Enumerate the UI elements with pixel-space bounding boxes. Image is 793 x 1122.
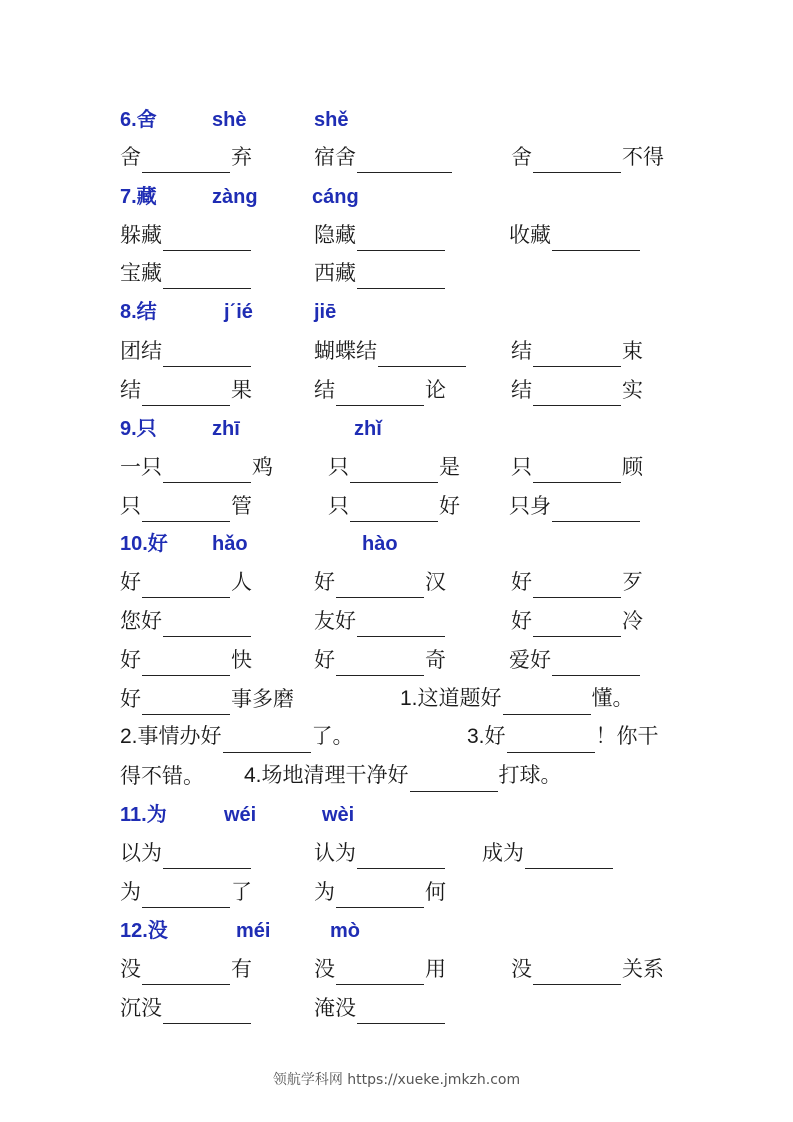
word: 结 bbox=[120, 378, 141, 402]
word: 好 bbox=[120, 570, 141, 594]
word: 以为 bbox=[120, 841, 162, 865]
word: 只 bbox=[511, 455, 532, 479]
word: 团结 bbox=[120, 339, 162, 363]
answer-blank[interactable] bbox=[142, 381, 230, 406]
answer-blank[interactable] bbox=[142, 690, 230, 715]
word: 结 bbox=[511, 339, 532, 363]
word: 弃 bbox=[231, 145, 252, 169]
word: 好 bbox=[511, 570, 532, 594]
section-10-pinyin-1: hǎo bbox=[212, 533, 248, 555]
word: 没 bbox=[314, 957, 335, 981]
word: 实 bbox=[622, 378, 643, 402]
word: 为 bbox=[120, 880, 141, 904]
sentence-text: 懂。 bbox=[591, 687, 634, 710]
answer-blank[interactable] bbox=[410, 767, 498, 792]
answer-blank[interactable] bbox=[163, 264, 251, 289]
word: 沉没 bbox=[120, 996, 162, 1020]
section-11-pinyin-1: wéi bbox=[224, 804, 257, 826]
sentence-text: 2.事情办好 bbox=[120, 725, 222, 748]
word: 果 bbox=[231, 378, 252, 402]
sentence-text: 得不错。 bbox=[120, 764, 204, 788]
word: 宝藏 bbox=[120, 261, 162, 285]
word: 事多磨 bbox=[231, 687, 294, 711]
word: 宿舍 bbox=[314, 145, 356, 169]
word: 不得 bbox=[622, 145, 664, 169]
answer-blank[interactable] bbox=[336, 651, 424, 676]
answer-blank[interactable] bbox=[533, 960, 621, 985]
section-8-pinyin-2: jiē bbox=[314, 301, 337, 323]
answer-blank[interactable] bbox=[142, 573, 230, 598]
word: 何 bbox=[425, 880, 446, 904]
word: 为 bbox=[314, 880, 335, 904]
answer-blank[interactable] bbox=[525, 844, 613, 869]
word: 好 bbox=[120, 687, 141, 711]
word: 认为 bbox=[314, 841, 356, 865]
word: 只 bbox=[120, 494, 141, 518]
word: 人 bbox=[231, 570, 252, 594]
word: 爱好 bbox=[509, 648, 551, 672]
answer-blank[interactable] bbox=[350, 458, 438, 483]
word: 舍 bbox=[120, 145, 141, 169]
word: 了 bbox=[231, 880, 252, 904]
section-10-label: 10.好 bbox=[120, 533, 168, 555]
word: 舍 bbox=[511, 145, 532, 169]
word: 用 bbox=[425, 957, 446, 981]
answer-blank[interactable] bbox=[163, 458, 251, 483]
word: 躲藏 bbox=[120, 223, 162, 247]
word: 没 bbox=[120, 957, 141, 981]
section-8-label: 8.结 bbox=[120, 301, 157, 323]
word: 只 bbox=[328, 494, 349, 518]
answer-blank[interactable] bbox=[552, 226, 640, 251]
section-7-label: 7.藏 bbox=[120, 186, 157, 208]
word: 歹 bbox=[622, 570, 643, 594]
section-12-label: 12.没 bbox=[120, 920, 168, 942]
word: 关系 bbox=[622, 957, 664, 981]
answer-blank[interactable] bbox=[533, 381, 621, 406]
word: 好 bbox=[120, 648, 141, 672]
section-9-label: 9.只 bbox=[120, 418, 157, 440]
word: 是 bbox=[439, 455, 460, 479]
word: 成为 bbox=[482, 841, 524, 865]
word: 奇 bbox=[425, 648, 446, 672]
sentence-text: 打球。 bbox=[498, 764, 562, 787]
word: 顾 bbox=[622, 455, 643, 479]
word: 友好 bbox=[314, 609, 356, 633]
answer-blank[interactable] bbox=[163, 226, 251, 251]
section-11-pinyin-2: wèi bbox=[322, 804, 355, 826]
word: 您好 bbox=[120, 609, 162, 633]
section-12-pinyin-1: méi bbox=[236, 920, 271, 942]
answer-blank[interactable] bbox=[223, 728, 311, 753]
section-7-pinyin-2: cáng bbox=[312, 186, 359, 208]
answer-blank[interactable] bbox=[336, 883, 424, 908]
answer-blank[interactable] bbox=[357, 148, 452, 173]
word: 隐藏 bbox=[314, 223, 356, 247]
answer-blank[interactable] bbox=[357, 226, 445, 251]
word: 论 bbox=[425, 378, 446, 402]
word: 快 bbox=[231, 648, 252, 672]
section-9-pinyin-2: zhǐ bbox=[354, 418, 382, 440]
sentence-text: 1.这道题好 bbox=[400, 687, 502, 710]
answer-blank[interactable] bbox=[533, 342, 621, 367]
word: 结 bbox=[314, 378, 335, 402]
answer-blank[interactable] bbox=[336, 381, 424, 406]
answer-blank[interactable] bbox=[163, 612, 251, 637]
word: 管 bbox=[231, 494, 252, 518]
section-9-pinyin-1: zhī bbox=[212, 418, 240, 440]
sentence-text: ！你干 bbox=[595, 725, 659, 748]
answer-blank[interactable] bbox=[142, 651, 230, 676]
section-11-label: 11.为 bbox=[120, 804, 167, 826]
answer-blank[interactable] bbox=[357, 844, 445, 869]
answer-blank[interactable] bbox=[533, 148, 621, 173]
word: 鸡 bbox=[252, 455, 273, 479]
page-footer-watermark: 领航学科网 https://xueke.jmkzh.com bbox=[272, 1072, 521, 1088]
word: 一只 bbox=[120, 455, 162, 479]
answer-blank[interactable] bbox=[142, 148, 230, 173]
answer-blank[interactable] bbox=[163, 999, 251, 1024]
sentence-text: 3.好 bbox=[467, 725, 506, 748]
word: 好 bbox=[511, 609, 532, 633]
word: 好 bbox=[314, 648, 335, 672]
word: 蝴蝶结 bbox=[314, 339, 377, 363]
section-10-pinyin-2: hào bbox=[362, 533, 398, 555]
word: 没 bbox=[511, 957, 532, 981]
answer-blank[interactable] bbox=[142, 883, 230, 908]
section-6-pinyin-1: shè bbox=[212, 109, 247, 131]
section-6-label: 6.舍 bbox=[120, 109, 157, 131]
sentence-text: 4.场地清理干净好 bbox=[244, 764, 409, 787]
word: 只身 bbox=[509, 494, 551, 518]
answer-blank[interactable] bbox=[163, 342, 251, 367]
answer-blank[interactable] bbox=[503, 690, 591, 715]
answer-blank[interactable] bbox=[552, 497, 640, 522]
answer-blank[interactable] bbox=[552, 651, 640, 676]
answer-blank[interactable] bbox=[163, 844, 251, 869]
section-8-pinyin-1: jˊié bbox=[224, 301, 253, 323]
answer-blank[interactable] bbox=[533, 612, 621, 637]
section-6-pinyin-2: shě bbox=[314, 109, 349, 131]
answer-blank[interactable] bbox=[357, 264, 445, 289]
word: 结 bbox=[511, 378, 532, 402]
answer-blank[interactable] bbox=[336, 960, 424, 985]
word: 有 bbox=[231, 957, 252, 981]
word: 好 bbox=[439, 494, 460, 518]
answer-blank[interactable] bbox=[142, 960, 230, 985]
answer-blank[interactable] bbox=[378, 342, 466, 367]
answer-blank[interactable] bbox=[142, 497, 230, 522]
answer-blank[interactable] bbox=[350, 497, 438, 522]
answer-blank[interactable] bbox=[533, 573, 621, 598]
word: 只 bbox=[328, 455, 349, 479]
sentence-text: 了。 bbox=[311, 725, 354, 748]
answer-blank[interactable] bbox=[357, 999, 445, 1024]
answer-blank[interactable] bbox=[507, 728, 595, 753]
answer-blank[interactable] bbox=[357, 612, 445, 637]
word: 冷 bbox=[622, 609, 643, 633]
section-12-pinyin-2: mò bbox=[330, 920, 360, 942]
word: 淹没 bbox=[314, 996, 356, 1020]
word: 束 bbox=[622, 339, 643, 363]
word: 收藏 bbox=[509, 223, 551, 247]
word: 汉 bbox=[425, 570, 446, 594]
answer-blank[interactable] bbox=[336, 573, 424, 598]
section-7-pinyin-1: zàng bbox=[212, 186, 258, 208]
answer-blank[interactable] bbox=[533, 458, 621, 483]
word: 西藏 bbox=[314, 261, 356, 285]
word: 好 bbox=[314, 570, 335, 594]
